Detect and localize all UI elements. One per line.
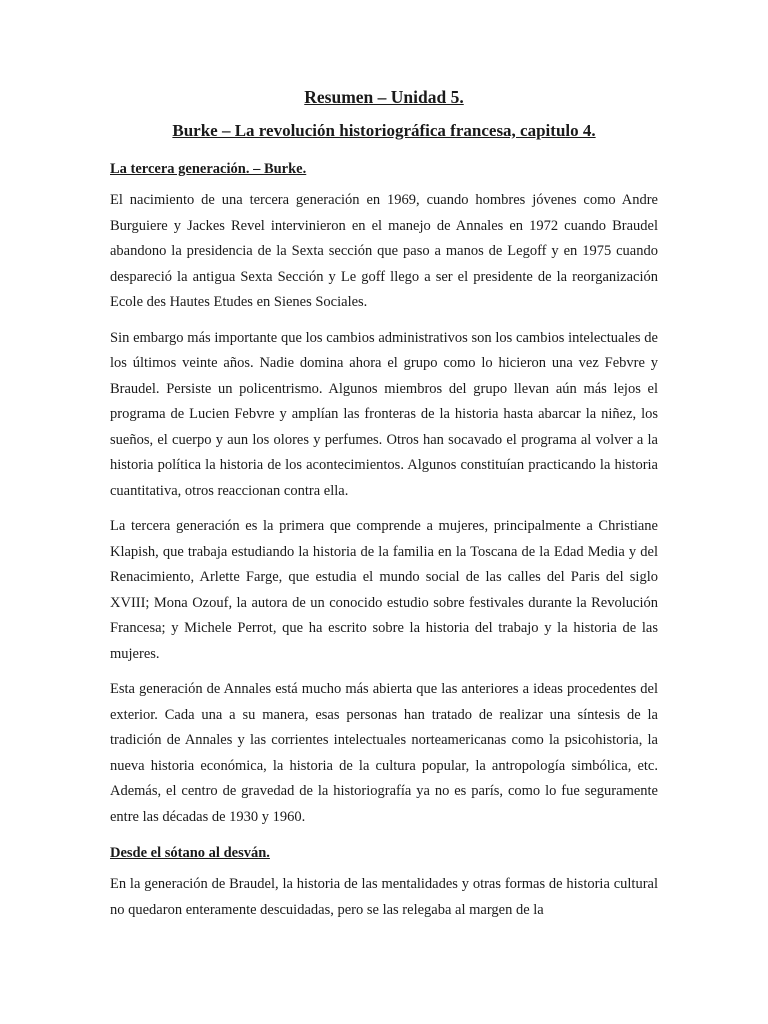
paragraph-2: Sin embargo más importante que los cambios administrativos son los cambios intelectuales de los últimos veinte años. Nadie domina ahora el grupo como lo hicieron una vez Febvre y Braudel. Persiste un policentrismo. Algunos miembros del grupo llevan aún más lejos el programa de Lucien Febvre y amplían las fronteras de la historia hasta abarcar la niñez, los sueños, el cuerpo y aun los olores y perfumes. Otros han socavado el programa al volver a la historia política la historia de los acontecimientos. Algunos constituían practicando la historia cuantitativa, otros reaccionan contra ella. — [110, 329, 658, 499]
section-heading-sotano-desvan: Desde el sótano al desván. — [110, 845, 270, 861]
section-heading-tercera-generacion: La tercera generación. – Burke. — [110, 161, 307, 177]
document-title: Resumen – Unidad 5. — [304, 87, 464, 107]
document-subtitle: Burke – La revolución historiográfica francesa, capitulo 4. — [172, 121, 596, 140]
document-content — [110, 84, 658, 933]
paragraph-1: El nacimiento de una tercera generación en 1969, cuando hombres jóvenes como Andre Burguiere y Jackes Revel intervinieron en el manejo de Annales en 1972 cuando Braudel abandono la presidencia de la Sexta sección que paso a manos de Legoff y en 1975 cuando despareció la antigua Sexta Sección y Le goff llego a ser el presidente de la reorganización Ecole des Hautes Etudes en Sienes Sociales. — [110, 192, 658, 310]
paragraph-5: En la generación de Braudel, la historia de las mentalidades y otras formas de historia cultural no quedaron enteramente descuidadas, pero se las relegaba al margen de la — [110, 876, 658, 918]
paragraph-4: Esta generación de Annales está mucho más abierta que las anteriores a ideas procedentes del exterior. Cada una a su manera, esas personas han tratado de realizar una síntesis de la tradición de Annales y las corrientes intelectuales norteamericanas como la psicohistoria, la nueva historia económica, la historia de la cultura popular, la antropología simbólica, etc. Además, el centro de gravedad de la historiografía ya no es parís, como lo fue seguramente entre las décadas de 1930 y 1960. — [110, 681, 658, 825]
paragraph-3: La tercera generación es la primera que comprende a mujeres, principalmente a Christiane Klapish, que trabaja estudiando la historia de la familia en la Toscana de la Edad Media y del Renacimiento, Arlette Farge, que estudia el mundo social de las calles del Paris del siglo XVIII; Mona Ozouf, la autora de un conocido estudio sobre festivales durante la Revolución Francesa; y Michele Perrot, que ha escrito sobre la historia del trabajo y la historia de las mujeres. — [110, 518, 658, 662]
